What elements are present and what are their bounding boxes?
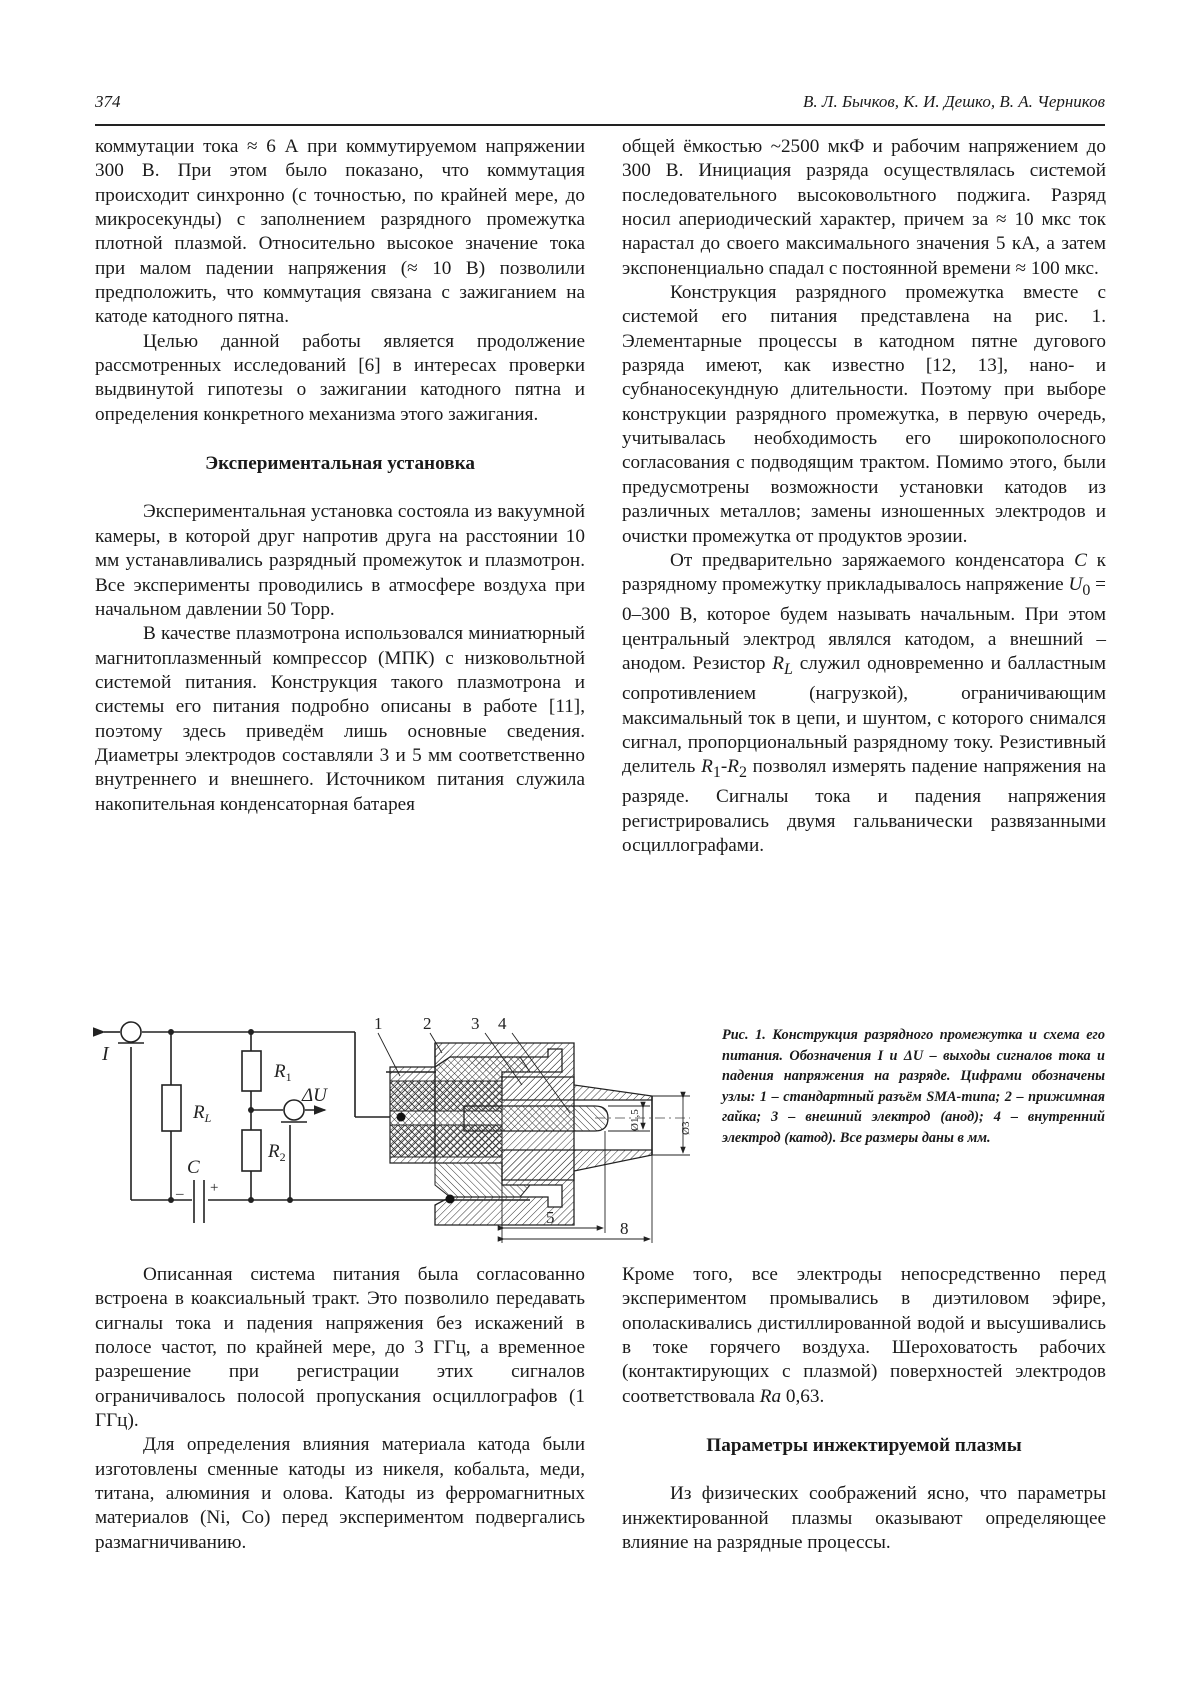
paragraph: Из физических соображений ясно, что параметры инжектированной плазмы оказывают определяющее влияние на разрядные процессы.: [622, 1483, 1106, 1554]
dimension-d1-5: Ø1,5: [629, 1109, 641, 1131]
label-R1: $R_1$: [274, 1061, 292, 1084]
dimension-5: 5: [546, 1208, 555, 1227]
label-C: C: [187, 1157, 200, 1178]
variable-C: C: [1074, 549, 1087, 571]
label-delta-U: ΔU: [302, 1085, 327, 1106]
label-plus: +: [210, 1180, 219, 1196]
dimension-d3: Ø3: [680, 1121, 692, 1135]
left-column-bottom: [95, 1263, 585, 1555]
resistor-R2: [242, 1130, 261, 1171]
left-column-top: [95, 135, 585, 817]
variable-RL: R: [772, 653, 785, 675]
label-minus: –: [176, 1186, 184, 1202]
section-heading: Экспериментальная установка: [205, 453, 475, 475]
discharge-gap-section: [378, 1033, 690, 1243]
label-RL: $R_L$: [193, 1102, 212, 1125]
resistor-R1: [242, 1051, 261, 1091]
label-node-1: 1: [374, 1014, 383, 1033]
paragraph: Описанная система питания была согласованно встроена в коаксиальный тракт. Это позволило передавать сигналы тока и падения напряжения без искажений в полосе частот, по крайней мере, до 3 ГГц, а временное разрешение при регистрации этих сигналов ограничивалось полосой пропускания осциллографов (1 ГГц).: [95, 1264, 585, 1432]
resistor-RL: [162, 1085, 181, 1131]
paragraph: общей ёмкостью ~2500 мкФ и рабочим напряжением до 300 В. Инициация разряда осуществлялась системой последовательного высоковольтного поджига. Разряд носил апериодический характер, причем за ≈ 10 мкс ток нарастал до своего максимального значения 5 кА, а затем экспоненциально спадал с постоянной времени ≈ 100 мкс.: [622, 136, 1106, 279]
right-column-top: [622, 135, 1106, 858]
paragraph: Конструкция разрядного промежутка вместе с системой его питания представлена на рис. 1. Элементарные процессы в катодном пятне дугового разряда имеют, как известно [12, 13], нано- и субнаносекундную длительности. Поэтому при выборе конструкции разрядного промежутка, в первую очередь, учитывалась необходимость его широкополосного согласования с подводящим трактом. Помимо этого, были предусмотрены возможности установки катодов из различных металлов; замены изношенных электродов и очистки промежутка от продуктов эрозии.: [622, 282, 1106, 547]
paragraph: Экспериментальная установка состояла из вакуумной камеры, в которой друг напротив друга на расстоянии 10 мм устанавливались разрядный промежуток и плазмотрон. Все эксперименты проводились в атмосфере воздуха при начальном давлении 50 Торр.: [95, 501, 585, 620]
section-heading: Параметры инжектируемой плазмы: [706, 1435, 1022, 1457]
label-I: I: [102, 1043, 109, 1065]
paragraph: В качестве плазмотрона использовался миниатюрный магнитоплазменный компрессор (МПК) с низковольтной системой питания. Конструкция такого плазмотрона и системы его питания подробно описаны в работе [11], поэтому здесь приведём лишь основные сведения. Диаметры электродов составляли 3 и 5 мм соответственно внутреннего и внешнего. Источником питания служила накопительная конденсаторная батарея: [95, 623, 585, 815]
running-head: [95, 88, 1105, 126]
paragraph: Целью данной работы является продолжение рассмотренных исследований [6] в интересах проверки выдвинутой гипотезы о зажигании катодного пятна и определения конкретного механизма этого зажигания.: [95, 330, 585, 425]
variable-U0: U: [1068, 574, 1083, 596]
figure-1: [90, 985, 690, 1245]
paragraph: Для определения влияния материала катода были изготовлены сменные катоды из никеля, кобальта, меди, титана, алюминия и олова. Катоды из ферромагнитных материалов (Ni, Co) перед экспериментом подвергались размагничиванию.: [95, 1434, 585, 1553]
paragraph: коммутации тока ≈ 6 А при коммутируемом напряжении 300 В. При этом было показано, что коммутация происходит синхронно (с точностью, по крайней мере, до микросекунды) с заполнением разрядного промежутка плотной плазмой. Относительно высокое значение тока при малом падении напряжения (≈ 10 В) позволили предположить, что коммутация связана с зажиганием на катоде катодного пятна.: [95, 136, 585, 328]
label-node-4: 4: [498, 1014, 507, 1033]
circuit-and-discharge-gap-diagram: [90, 985, 690, 1245]
running-head-authors: В. Л. Бычков, К. И. Дешко, В. А. Черников: [803, 92, 1105, 111]
variable-Ra: Ra: [759, 1385, 782, 1407]
label-node-2: 2: [423, 1014, 432, 1033]
current-output-connector-icon: [121, 1022, 141, 1042]
voltage-output-connector-icon: [284, 1100, 304, 1120]
label-R2: $R_2$: [268, 1141, 286, 1164]
label-node-3: 3: [471, 1014, 480, 1033]
paragraph: От предварительно заряжаемого конденсатора C к разрядному промежутку прикладывалось напряжение $U_0 = 0-300$ В, которое будем называть начальным. При этом центральный электрод являлся катодом, а внешний – анодом. Резистор $R_L$ служил одновременно и балластным сопротивлением (нагрузкой), ограничивающим максимальный ток в цепи, и шунтом, с которого снимался сигнал, пропорциональный разрядному току. Резистивный делитель $R_1-R_2$ позволял измерять падение напряжения на разряде. Сигналы тока и падения напряжения регистрировались двумя гальванически развязанными осциллографами.: [622, 549, 1107, 857]
page-number: 374: [95, 92, 121, 111]
dimension-8: 8: [620, 1219, 629, 1238]
right-column-bottom: [622, 1263, 1106, 1555]
figure-caption: Рис. 1. Конструкция разрядного промежутка и схема его питания. Обозначения I и ΔU – выходы сигналов тока и падения напряжения на разряде. Цифрами обозначены узлы: 1 – стандартный разъём SMA-типа; 2 – прижимная гайка; 3 – внешний электрод (анод); 4 – внутренний электрод (катод). Все размеры даны в мм.: [722, 1027, 1105, 1146]
paragraph: Кроме того, все электроды непосредственно перед экспериментом промывались в диэтиловом эфире, ополаскивались дистиллированной водой и высушивались в токе горячего воздуха. Шероховатость рабочих (контактирующих с плазмой) поверхностей электродов соответствовала Ra 0,63.: [622, 1264, 1106, 1407]
